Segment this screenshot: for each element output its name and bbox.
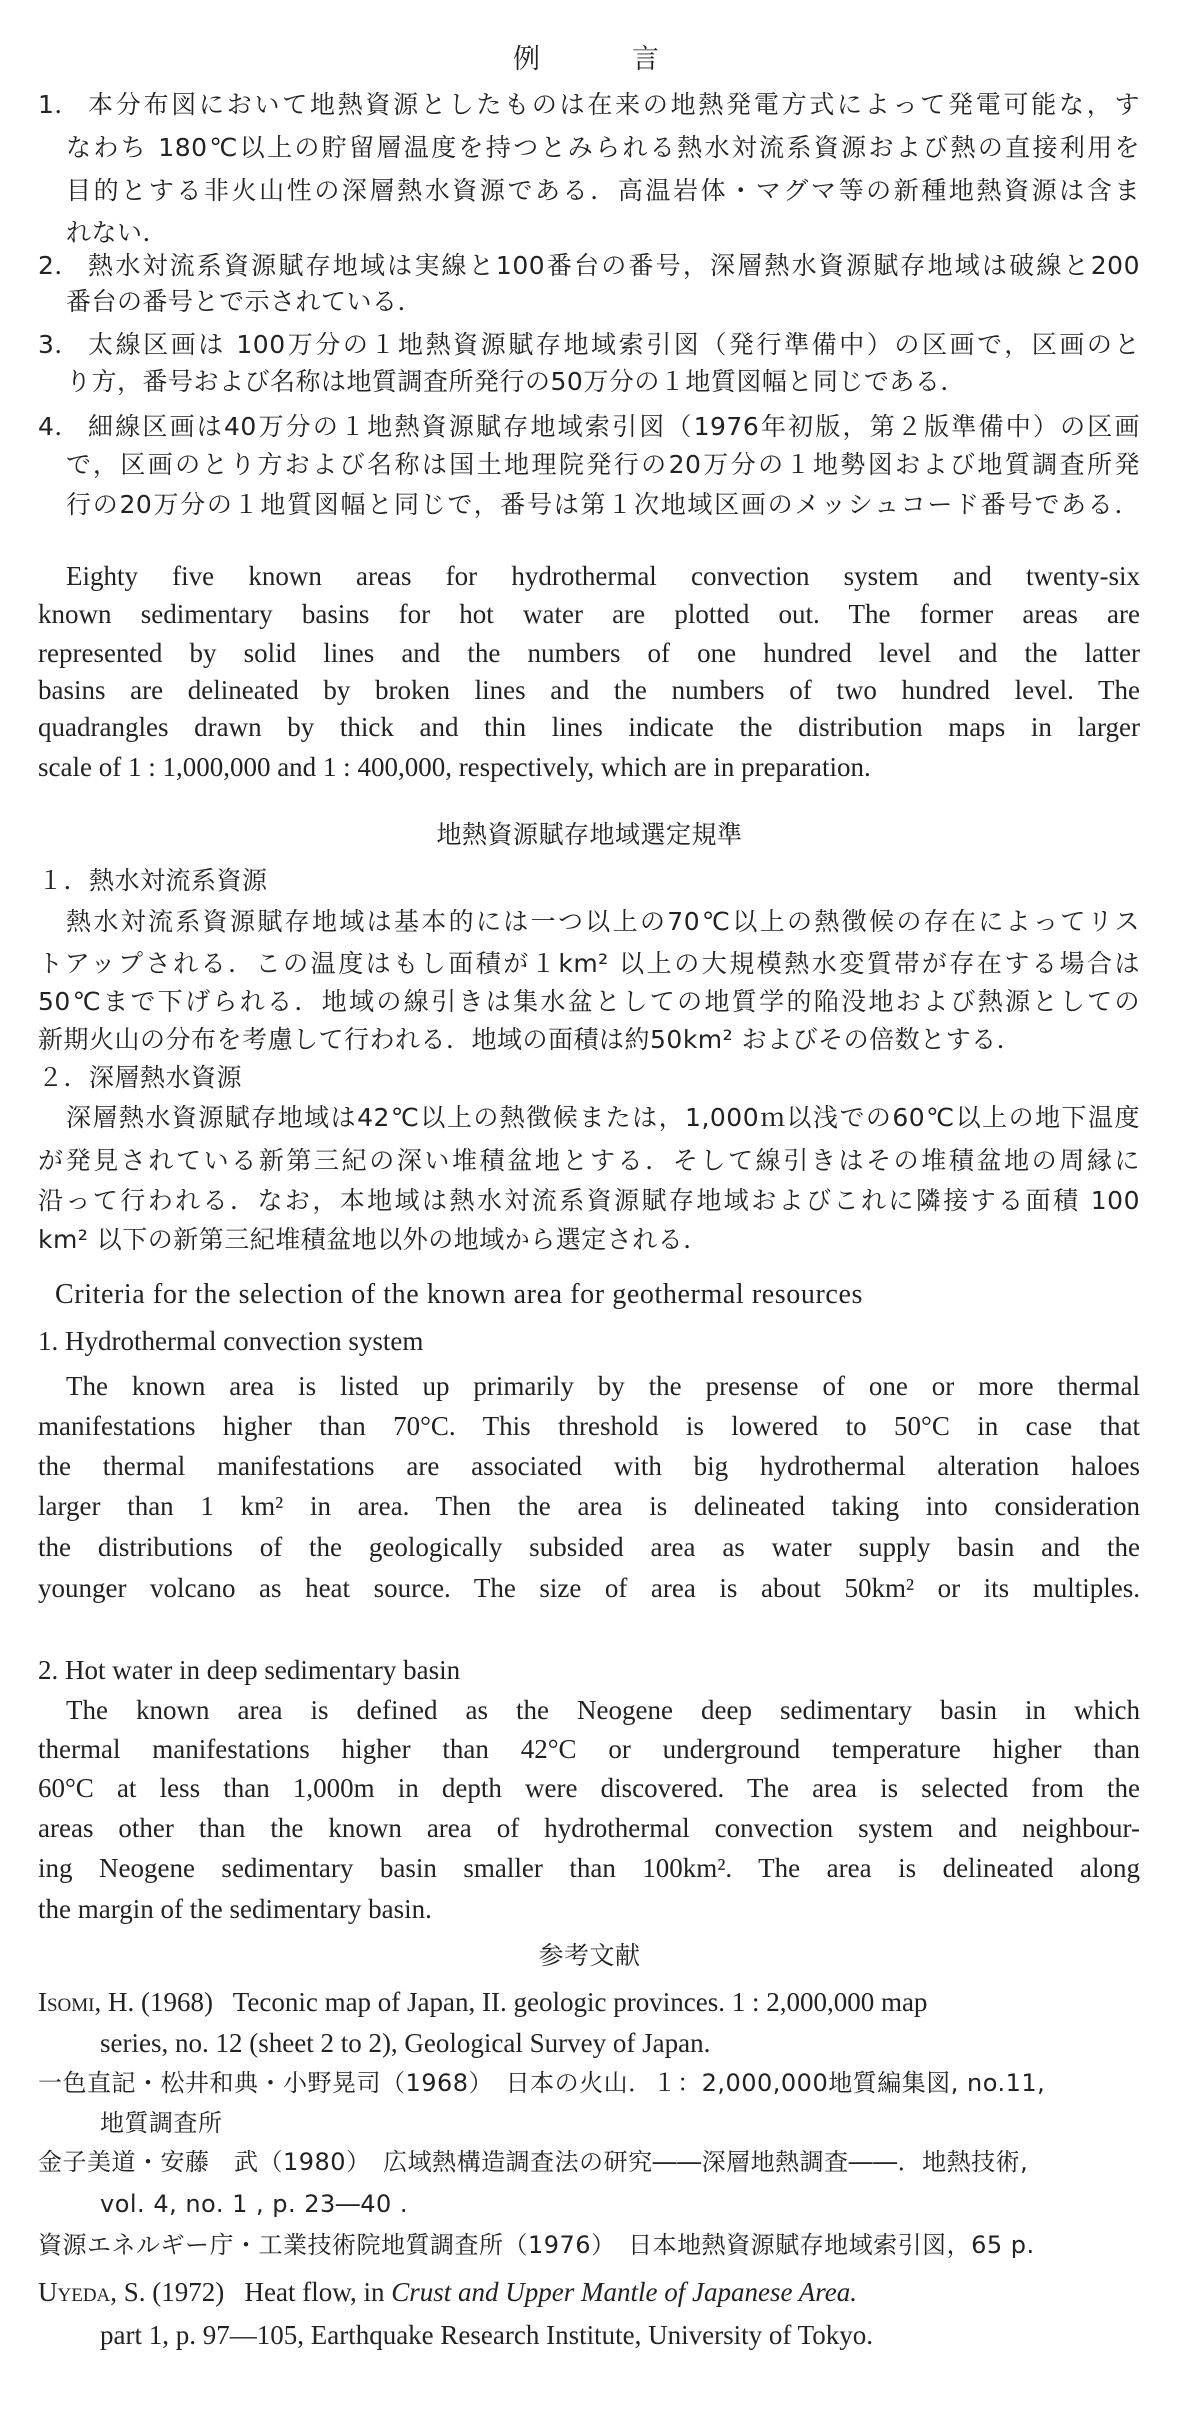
reference-1-author: Isomi [38, 1987, 95, 2017]
reference-1-line-2: series, no. 12 (sheet 2 to 2), Geological Survey of Japan. [100, 2028, 711, 2058]
criteria-en-section-2-heading: 2. Hot water in deep sedimentary basin [38, 1655, 461, 1685]
criteria-en-section-1-heading: 1. Hydrothermal convection system [38, 1326, 424, 1356]
reference-5-pre-title: Heat flow, in [244, 2277, 392, 2307]
page-title [513, 46, 541, 73]
criteria-en-s2-line-3: 60°C at less than 1,000m in depth were discovered. The area is selected from the [38, 1775, 1140, 1803]
criteria-jp-s2-line-2: が発見されている新第三紀の深い堆積盆地とする．そして線引きはその堆積盆地の周縁に [38, 1148, 1140, 1175]
criteria-en-s1-line-6: younger volcano as heat source. The size of area is about 50km² or its multiples. [38, 1575, 1140, 1603]
reference-1-author-rest: , H. (1968) [94, 1987, 213, 2017]
criteria-en-s1-line-5: the distributions of the geologically subsided area as water supply basin and the [38, 1534, 1140, 1562]
criteria-jp-s2-line-4: km² 以下の新第三紀堆積盆地以外の地域から選定される． [38, 1225, 709, 1254]
criteria-en-s2-line-4: areas other than the known area of hydrothermal convection system and neighbour- [38, 1815, 1140, 1843]
note-4-line-2: で，区画のとり方および名称は国土地理院発行の20万分の１地勢図および地質調査所発 [66, 452, 1140, 479]
summary-line-3: represented by solid lines and the numbers of one hundred level and the latter [38, 640, 1140, 668]
note-2-line-1: 熱水対流系資源賦存地域は実線と100番台の番号，深層熱水資源賦存地域は破線と200 [88, 253, 1140, 280]
note-1-line-4: れない． [66, 218, 169, 247]
reference-4-line-1: 資源エネルギー庁・工業技術院地質調査所（1976） 日本地熱資源賦存地域索引図，65 p. [38, 2231, 1035, 2259]
criteria-jp-s1-line-3: 50℃まで下げられる．地域の線引きは集水盆としての地質学的陥没地および熱源としての [38, 989, 1140, 1016]
note-4-line-1: 細線区画は40万分の１地熱資源賦存地域索引図（1976年初版，第２版準備中）の区画 [88, 414, 1140, 441]
reference-3-line-2: vol. 4, no. 1 , p. 23―40 . [100, 2190, 409, 2218]
criteria-jp-s1-line-1: 熱水対流系資源賦存地域は基本的には一つ以上の70℃以上の熱徴候の存在によってリス [66, 909, 1140, 936]
references-heading: 参考文献 [538, 1941, 641, 1970]
title-char-1: 例 [513, 44, 541, 75]
reference-1-title: Teconic map of Japan, II. geologic provinces. 1 : 2,000,000 map [232, 1987, 928, 2017]
summary-line-1: Eighty five known areas for hydrothermal convection system and twenty-six [66, 563, 1140, 591]
criteria-en-s1-line-2: manifestations higher than 70°C. This threshold is lowered to 50°C in case that [38, 1413, 1140, 1441]
criteria-jp-heading: 地熱資源賦存地域選定規準 [436, 820, 743, 849]
criteria-en-s1-line-3: the thermal manifestations are associated with big hydrothermal alteration haloes [38, 1453, 1140, 1481]
note-4-line-3: 行の20万分の１地質図幅と同じで，番号は第１次地域区画のメッシュコード番号である． [66, 492, 1140, 519]
page-title-2 [632, 46, 660, 73]
criteria-jp-s2-line-3: 沿って行われる．なお，本地域は熱水対流系資源賦存地域およびこれに隣接する面積 100 [38, 1188, 1140, 1215]
criteria-jp-s2-line-1: 深層熱水資源賦存地域は42℃以上の熱徴候または，1,000ｍ以浅での60℃以上の地下温度 [66, 1105, 1140, 1132]
title-char-2: 言 [632, 44, 660, 75]
note-3-line-2: り方，番号および名称は地質調査所発行の50万分の１地質図幅と同じである． [66, 367, 966, 396]
criteria-jp-section-1-heading: １．熱水対流系資源 [38, 866, 268, 895]
note-2-line-2: 番台の番号とで示されている． [66, 287, 424, 316]
criteria-en-s1-line-4: larger than 1 km² in area. Then the area is delineated taking into consideration [38, 1493, 1140, 1521]
reference-5-line-2: part 1, p. 97―105, Earthquake Research Institute, University of Tokyo. [100, 2320, 873, 2350]
note-2-number: 2． [38, 251, 80, 280]
note-1-line-1: 本分布図において地熱資源としたものは在来の地熱発電方式によって発電可能な，す [88, 92, 1140, 119]
criteria-en-s2-line-5: ing Neogene sedimentary basin smaller than 100km². The area is delineated along [38, 1855, 1140, 1883]
criteria-en-s2-line-2: thermal manifestations higher than 42°C or underground temperature higher than [38, 1736, 1140, 1764]
note-3-line-1: 太線区画は 100万分の１地熱資源賦存地域索引図（発行準備中）の区画で，区画のと [88, 332, 1140, 359]
criteria-jp-section-2-heading: ２．深層熱水資源 [38, 1063, 243, 1092]
note-3-number: 3． [38, 330, 80, 359]
summary-line-4: basins are delineated by broken lines and the numbers of two hundred level. The [38, 677, 1140, 705]
criteria-en-s2-line-6: the margin of the sedimentary basin. [38, 1894, 432, 1924]
criteria-en-s2-line-1: The known area is defined as the Neogene deep sedimentary basin in which [66, 1697, 1140, 1725]
criteria-en-heading: Criteria for the selection of the known area for geothermal resources [55, 1279, 863, 1310]
reference-5-line-1 [38, 2279, 857, 2306]
criteria-jp-s1-line-2: トアップされる．この温度はもし面積が１km² 以上の大規模熱水変質帯が存在する場合は [38, 951, 1140, 978]
summary-line-2: known sedimentary basins for hot water are plotted out. The former areas are [38, 601, 1140, 629]
reference-5-author: Uyeda [38, 2277, 111, 2307]
criteria-en-s1-line-1: The known area is listed up primarily by the presense of one or more thermal [66, 1373, 1140, 1401]
reference-5-author-rest: , S. (1972) [110, 2277, 225, 2307]
criteria-jp-s1-line-4: 新期火山の分布を考慮して行われる．地域の面積は約50km² およびその倍数とする． [38, 1025, 1023, 1054]
summary-line-6: scale of 1 : 1,000,000 and 1 : 400,000, respectively, which are in preparation. [38, 752, 871, 782]
reference-2-line-1: 一色直記・松井和典・小野晃司（1968） 日本の火山．１：2,000,000地質編集図, no.11, [38, 2069, 1046, 2097]
reference-2-line-2: 地質調査所 [100, 2109, 223, 2137]
reference-1-line-1 [38, 1989, 927, 2016]
note-1-number: 1． [38, 90, 80, 119]
summary-line-5: quadrangles drawn by thick and thin lines indicate the distribution maps in larger [38, 714, 1140, 742]
note-1-line-3: 目的とする非火山性の深層熱水資源である．高温岩体・マグマ等の新種地熱資源は含ま [66, 178, 1140, 205]
note-1-line-2: なわち 180℃以上の貯留層温度を持つとみられる熱水対流系資源および熱の直接利用を [66, 135, 1140, 162]
reference-5-italic-title: Crust and Upper Mantle of Japanese Area. [391, 2277, 857, 2307]
note-4-number: 4． [38, 412, 80, 441]
reference-3-line-1: 金子美道・安藤 武（1980） 広域熱構造調査法の研究――深層地熱調査――．地熱技術, [38, 2148, 1029, 2176]
